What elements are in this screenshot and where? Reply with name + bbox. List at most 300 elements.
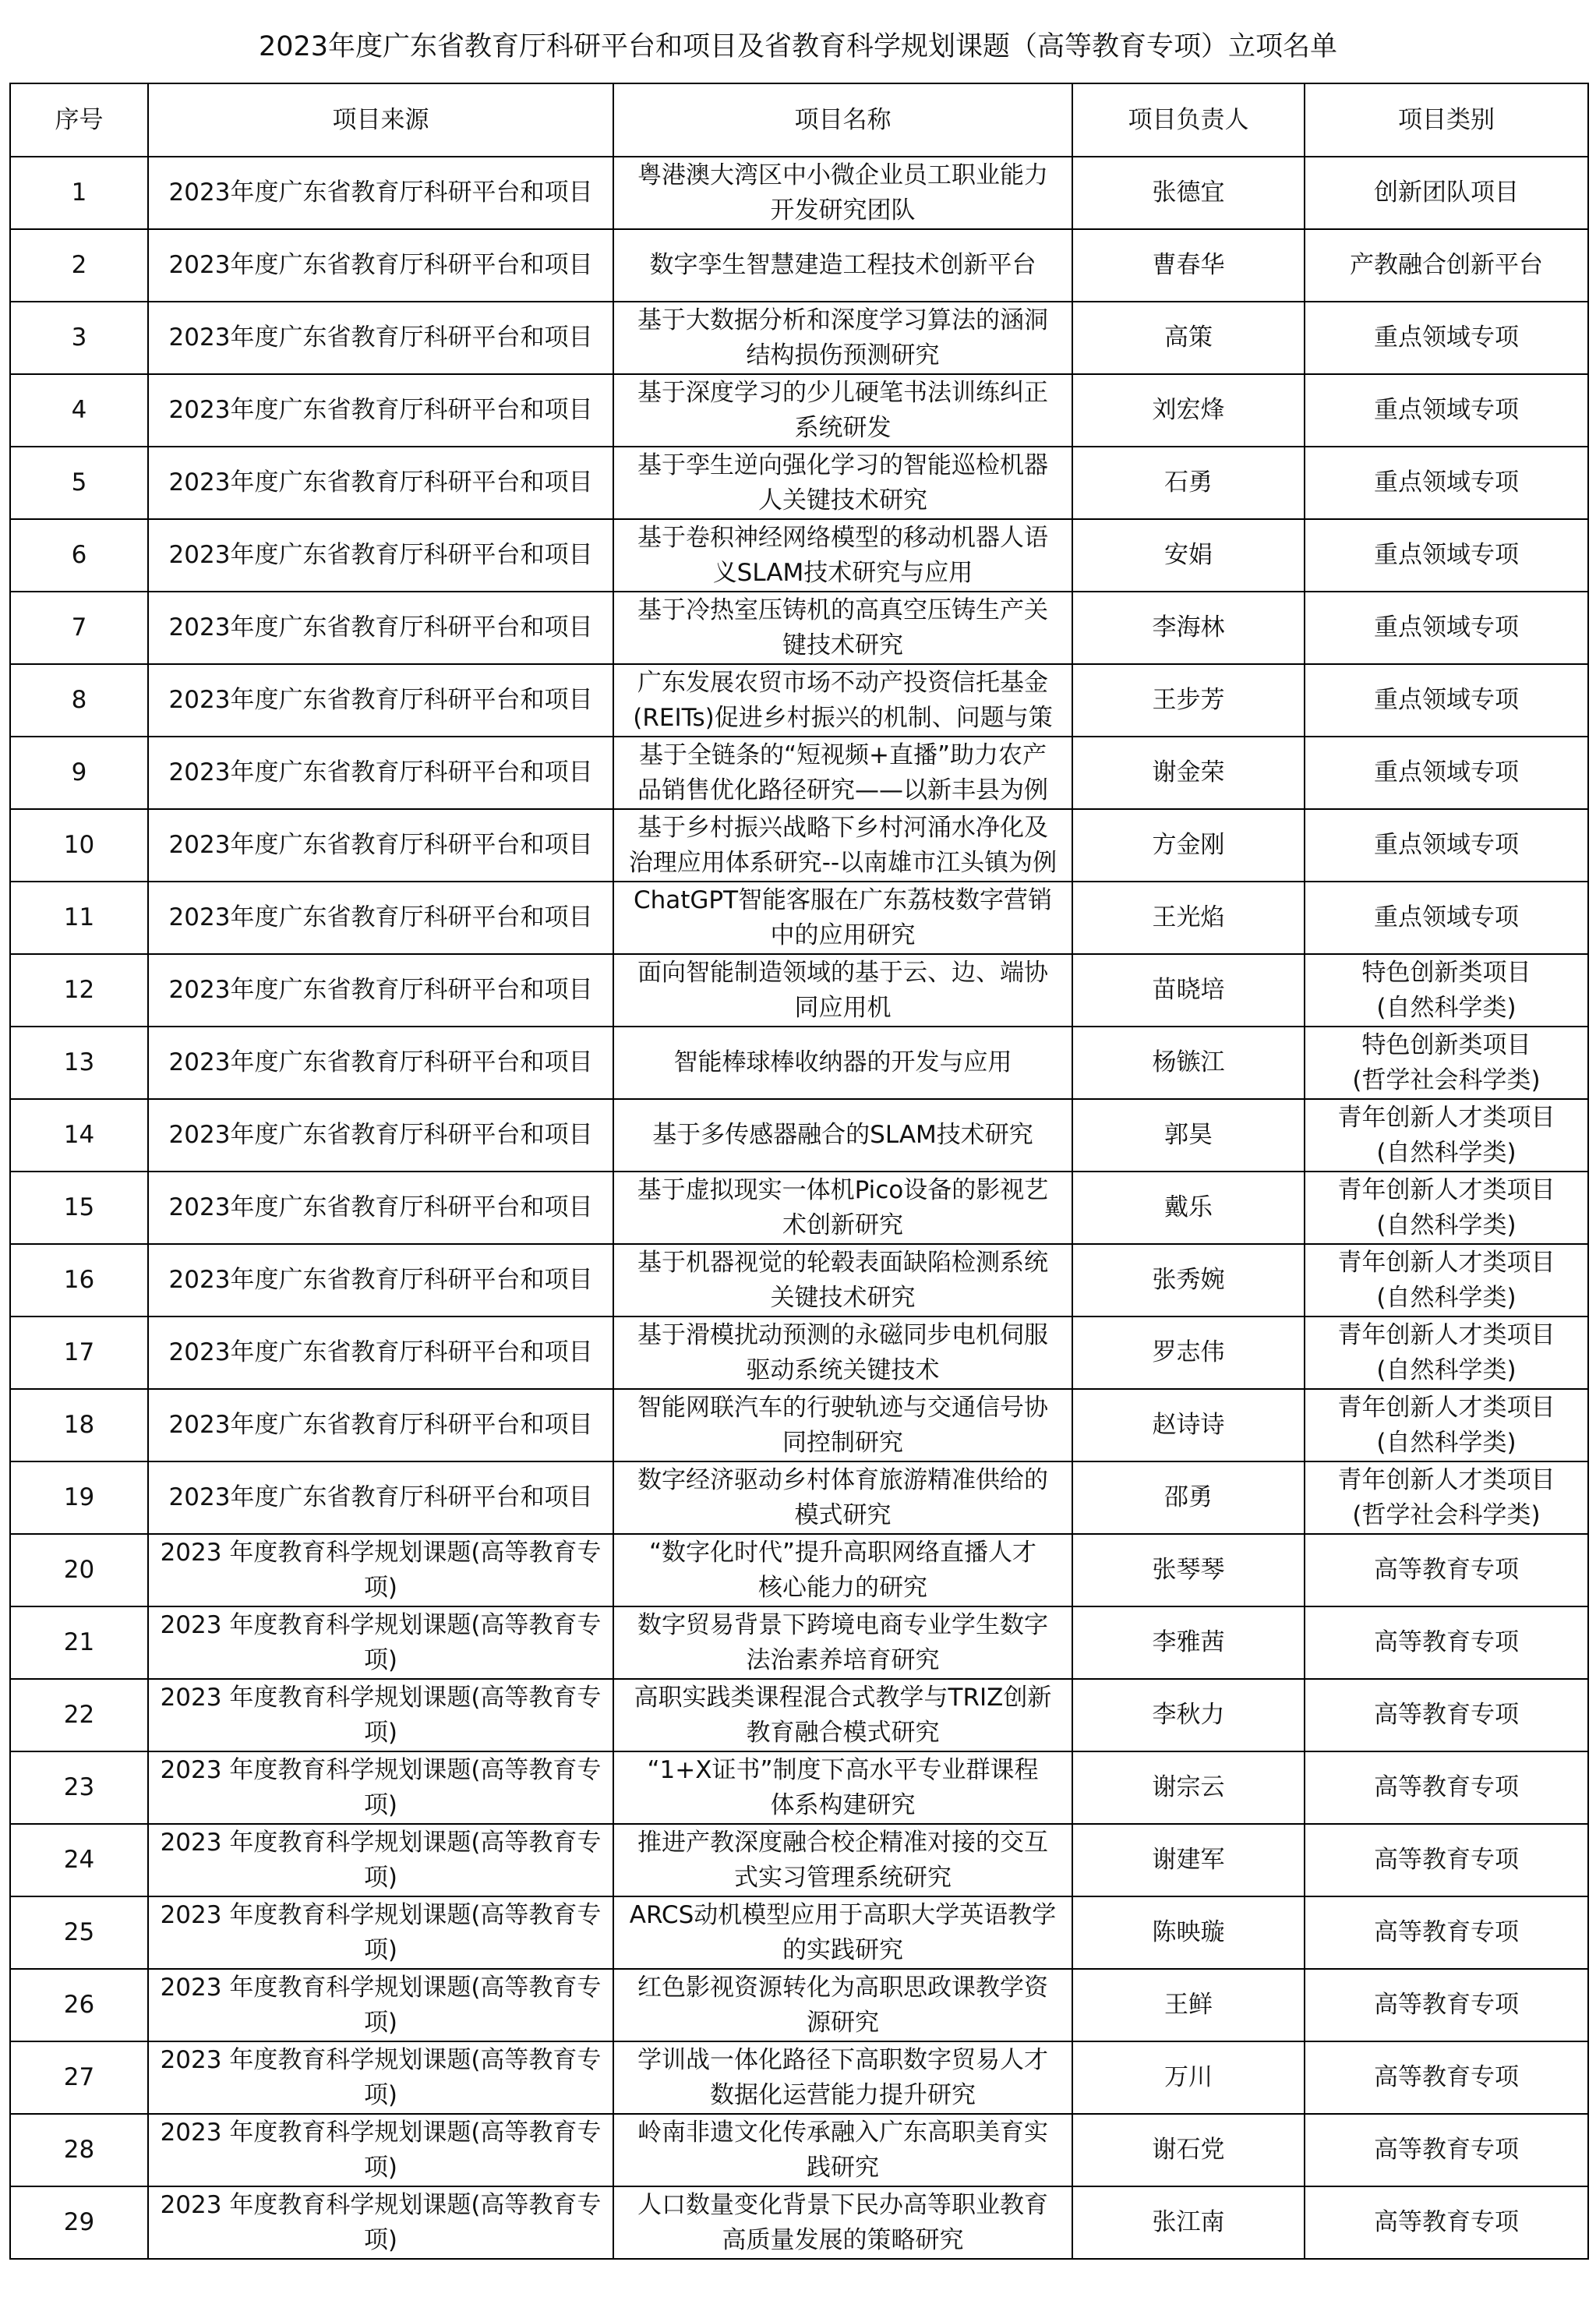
cell-source-line: 2023 年度教育科学规划课题(高等教育专 [160, 1755, 602, 1784]
cell-project-name [613, 229, 1072, 302]
cell-number: 6 [10, 519, 148, 592]
cell-leader: 赵诗诗 [1072, 1389, 1305, 1461]
cell-source [148, 1606, 613, 1679]
cell-leader: 张德宜 [1072, 157, 1305, 229]
cell-project-name-line: 驱动系统关键技术 [746, 1355, 940, 1384]
cell-number: 21 [10, 1606, 148, 1679]
table-row [10, 1824, 1588, 1896]
cell-project-name-line: 品销售优化路径研究——以新丰县为例 [637, 776, 1048, 804]
cell-category-line: 重点领域专项 [1374, 758, 1519, 786]
cell-category [1305, 1969, 1588, 2041]
cell-category [1305, 1896, 1588, 1969]
cell-leader: 谢建军 [1072, 1824, 1305, 1896]
cell-source-line: 2023 年度教育科学规划课题(高等教育专 [160, 2190, 602, 2219]
cell-source-line: 2023 年度教育科学规划课题(高等教育专 [160, 1973, 602, 2002]
cell-category [1305, 2041, 1588, 2114]
cell-number: 26 [10, 1969, 148, 2041]
cell-source-line: 2023年度广东省教育厅科研平台和项目 [168, 1121, 593, 1149]
cell-project-name [613, 1389, 1072, 1461]
cell-category-line: 青年创新人才类项目 [1337, 1248, 1555, 1277]
table-row [10, 1751, 1588, 1824]
table-row [10, 1606, 1588, 1679]
cell-category [1305, 1461, 1588, 1534]
cell-number: 25 [10, 1896, 148, 1969]
cell-project-name [613, 954, 1072, 1027]
cell-category [1305, 1099, 1588, 1172]
cell-number: 2 [10, 229, 148, 302]
cell-category-line: 重点领域专项 [1374, 323, 1519, 352]
header-leader: 项目负责人 [1072, 83, 1305, 157]
table-row [10, 1679, 1588, 1751]
cell-source [148, 447, 613, 519]
table-row [10, 737, 1588, 809]
cell-project-name [613, 1896, 1072, 1969]
cell-category [1305, 1389, 1588, 1461]
cell-source-line: 2023年度广东省教育厅科研平台和项目 [168, 1193, 593, 1221]
cell-leader: 陈映璇 [1072, 1896, 1305, 1969]
table-row [10, 157, 1588, 229]
cell-project-name [613, 1969, 1072, 2041]
cell-leader: 李雅茜 [1072, 1606, 1305, 1679]
cell-number: 19 [10, 1461, 148, 1534]
cell-source-line: 2023 年度教育科学规划课题(高等教育专 [160, 1828, 602, 1857]
cell-category-line: 重点领域专项 [1374, 686, 1519, 714]
cell-category-line: 高等教育专项 [1374, 1628, 1519, 1656]
cell-category [1305, 1824, 1588, 1896]
cell-source [148, 1461, 613, 1534]
table-row [10, 2114, 1588, 2186]
cell-number: 14 [10, 1099, 148, 1172]
cell-category [1305, 1751, 1588, 1824]
cell-source [148, 1534, 613, 1606]
cell-category-line: (自然科学类) [1376, 993, 1517, 1022]
cell-leader: 万川 [1072, 2041, 1305, 2114]
cell-project-name-line: ChatGPT智能客服在广东荔枝数字营销 [633, 885, 1053, 914]
cell-source-line: 2023年度广东省教育厅科研平台和项目 [168, 468, 593, 497]
cell-project-name [613, 1172, 1072, 1244]
cell-source-line: 项) [363, 2008, 398, 2037]
cell-category-line: 高等教育专项 [1374, 1701, 1519, 1729]
cell-source-line: 项) [363, 2153, 398, 2182]
cell-number: 3 [10, 302, 148, 374]
document-title: 2023年度广东省教育厅科研平台和项目及省教育科学规划课题（高等教育专项）立项名单 [258, 31, 1338, 62]
cell-project-name-line: 基于孪生逆向强化学习的智能巡检机器 [637, 451, 1048, 479]
cell-number: 9 [10, 737, 148, 809]
table-row [10, 809, 1588, 882]
cell-project-name [613, 1027, 1072, 1099]
cell-category-line: (自然科学类) [1376, 1210, 1517, 1239]
cell-category-line: 高等教育专项 [1374, 2136, 1519, 2164]
cell-project-name [613, 1679, 1072, 1751]
cell-project-name-line: 治理应用体系研究--以南雄市江头镇为例 [628, 848, 1058, 877]
cell-source [148, 1099, 613, 1172]
table-row [10, 2041, 1588, 2114]
cell-source [148, 1896, 613, 1969]
cell-project-name-line: 模式研究 [794, 1500, 892, 1529]
cell-project-name-line: 源研究 [807, 2008, 879, 2037]
cell-source [148, 374, 613, 447]
cell-source-line: 2023年度广东省教育厅科研平台和项目 [168, 1411, 593, 1439]
cell-source [148, 229, 613, 302]
cell-category-line: 产教融合创新平台 [1350, 251, 1543, 279]
cell-source [148, 737, 613, 809]
cell-source [148, 809, 613, 882]
cell-category-line: 高等教育专项 [1374, 1991, 1519, 2019]
cell-category [1305, 447, 1588, 519]
table-row [10, 519, 1588, 592]
cell-project-name-line: 数字贸易背景下跨境电商专业学生数字 [637, 1610, 1048, 1639]
cell-leader: 刘宏烽 [1072, 374, 1305, 447]
cell-source [148, 2114, 613, 2186]
cell-leader: 李秋力 [1072, 1679, 1305, 1751]
cell-number: 20 [10, 1534, 148, 1606]
cell-source-line: 项) [363, 2225, 398, 2254]
header-number: 序号 [10, 83, 148, 157]
cell-source [148, 592, 613, 664]
table-row [10, 882, 1588, 954]
cell-source [148, 664, 613, 737]
cell-source-line: 2023 年度教育科学规划课题(高等教育专 [160, 1683, 602, 1712]
cell-source [148, 2186, 613, 2259]
cell-project-name [613, 1824, 1072, 1896]
cell-category [1305, 2186, 1588, 2259]
cell-leader: 罗志伟 [1072, 1317, 1305, 1389]
cell-project-name-line: ARCS动机模型应用于高职大学英语教学 [629, 1900, 1057, 1929]
table-row [10, 1317, 1588, 1389]
cell-source [148, 1751, 613, 1824]
cell-project-name-line: 开发研究团队 [770, 196, 916, 224]
cell-source [148, 1027, 613, 1099]
cell-number: 10 [10, 809, 148, 882]
cell-source-line: 2023年度广东省教育厅科研平台和项目 [168, 396, 593, 424]
cell-category [1305, 519, 1588, 592]
cell-source [148, 1679, 613, 1751]
cell-project-name-line: 键技术研究 [782, 631, 903, 659]
cell-source-line: 2023年度广东省教育厅科研平台和项目 [168, 613, 593, 641]
cell-source-line: 2023年度广东省教育厅科研平台和项目 [168, 976, 593, 1004]
table-row [10, 1969, 1588, 2041]
cell-source-line: 2023年度广东省教育厅科研平台和项目 [168, 251, 593, 279]
cell-project-name-line: 基于多传感器融合的SLAM技术研究 [652, 1121, 1033, 1149]
cell-project-name-line: 体系构建研究 [770, 1790, 916, 1819]
cell-source-line: 项) [363, 1790, 398, 1819]
cell-project-name-line: 广东发展农贸市场不动产投资信托基金 [637, 668, 1048, 697]
table-row [10, 1534, 1588, 1606]
cell-project-name-line: 法治素养培育研究 [746, 1645, 940, 1674]
cell-source [148, 1389, 613, 1461]
cell-leader: 谢石党 [1072, 2114, 1305, 2186]
cell-project-name-line: 红色影视资源转化为高职思政课教学资 [637, 1973, 1048, 2002]
cell-project-name-line: 基于大数据分析和深度学习算法的涵洞 [637, 306, 1048, 334]
cell-category [1305, 157, 1588, 229]
cell-category-line: 青年创新人才类项目 [1337, 1465, 1555, 1494]
cell-category-line: 特色创新类项目 [1361, 958, 1531, 987]
cell-source-line: 项) [363, 1718, 398, 1747]
table-row [10, 954, 1588, 1027]
table-row [10, 2186, 1588, 2259]
cell-source [148, 954, 613, 1027]
cell-category [1305, 809, 1588, 882]
cell-project-name-line: (REITs)促进乡村振兴的机制、问题与策 [633, 703, 1053, 732]
cell-category-line: (自然科学类) [1376, 1283, 1517, 1312]
cell-project-name [613, 1461, 1072, 1534]
cell-project-name-line: 系统研发 [794, 413, 892, 442]
cell-source-line: 2023年度广东省教育厅科研平台和项目 [168, 323, 593, 352]
cell-category [1305, 1534, 1588, 1606]
cell-project-name [613, 882, 1072, 954]
cell-category-line: 创新团队项目 [1374, 178, 1519, 207]
cell-number: 15 [10, 1172, 148, 1244]
cell-leader: 王鲜 [1072, 1969, 1305, 2041]
table-row [10, 664, 1588, 737]
cell-category-line: 特色创新类项目 [1361, 1030, 1531, 1059]
cell-category-line: 高等教育专项 [1374, 2063, 1519, 2091]
cell-leader: 高策 [1072, 302, 1305, 374]
cell-project-name-line: 教育融合模式研究 [746, 1718, 940, 1747]
cell-project-name [613, 302, 1072, 374]
cell-source-line: 2023年度广东省教育厅科研平台和项目 [168, 178, 593, 207]
cell-category [1305, 954, 1588, 1027]
table-row [10, 302, 1588, 374]
cell-category-line: (自然科学类) [1376, 1355, 1517, 1384]
cell-project-name-line: 基于冷热室压铸机的高真空压铸生产关 [637, 596, 1048, 624]
cell-source [148, 157, 613, 229]
cell-leader: 苗晓培 [1072, 954, 1305, 1027]
cell-source [148, 519, 613, 592]
cell-source-line: 2023年度广东省教育厅科研平台和项目 [168, 1048, 593, 1076]
cell-project-name-line: “数字化时代”提升高职网络直播人才 [648, 1538, 1037, 1567]
cell-source [148, 1317, 613, 1389]
cell-leader: 石勇 [1072, 447, 1305, 519]
cell-category [1305, 592, 1588, 664]
cell-project-name [613, 447, 1072, 519]
cell-project-name [613, 1317, 1072, 1389]
cell-project-name-line: 粤港澳大湾区中小微企业员工职业能力 [637, 161, 1048, 189]
cell-number: 7 [10, 592, 148, 664]
cell-leader: 谢金荣 [1072, 737, 1305, 809]
cell-source-line: 2023年度广东省教育厅科研平台和项目 [168, 1483, 593, 1511]
cell-project-name-line: 数字孪生智慧建造工程技术创新平台 [649, 251, 1036, 279]
cell-project-name [613, 1751, 1072, 1824]
cell-number: 18 [10, 1389, 148, 1461]
cell-project-name-line: 中的应用研究 [770, 921, 916, 949]
cell-category-line: 重点领域专项 [1374, 613, 1519, 641]
cell-category-line: (自然科学类) [1376, 1138, 1517, 1167]
cell-project-name-line: 的实践研究 [782, 1935, 903, 1964]
cell-leader: 李海林 [1072, 592, 1305, 664]
cell-source-line: 2023年度广东省教育厅科研平台和项目 [168, 831, 593, 859]
cell-number: 24 [10, 1824, 148, 1896]
cell-project-name-line: 人口数量变化背景下民办高等职业教育 [637, 2190, 1048, 2219]
cell-source-line: 2023 年度教育科学规划课题(高等教育专 [160, 2045, 602, 2074]
cell-leader: 张江南 [1072, 2186, 1305, 2259]
cell-source [148, 1824, 613, 1896]
cell-category-line: 高等教育专项 [1374, 1846, 1519, 1874]
cell-project-name-line: 高质量发展的策略研究 [722, 2225, 964, 2254]
cell-category-line: 高等教育专项 [1374, 2208, 1519, 2236]
cell-project-name-line: 结构损伤预测研究 [746, 341, 940, 369]
cell-category [1305, 1027, 1588, 1099]
cell-source-line: 2023 年度教育科学规划课题(高等教育专 [160, 1610, 602, 1639]
cell-project-name-line: 同应用机 [794, 993, 892, 1022]
cell-source-line: 2023年度广东省教育厅科研平台和项目 [168, 903, 593, 931]
cell-category-line: 重点领域专项 [1374, 468, 1519, 497]
cell-category [1305, 737, 1588, 809]
cell-source [148, 302, 613, 374]
table-row [10, 1896, 1588, 1969]
cell-number: 4 [10, 374, 148, 447]
cell-number: 27 [10, 2041, 148, 2114]
cell-leader: 谢宗云 [1072, 1751, 1305, 1824]
cell-source-line: 项) [363, 1645, 398, 1674]
cell-number: 28 [10, 2114, 148, 2186]
cell-project-name [613, 157, 1072, 229]
cell-leader: 戴乐 [1072, 1172, 1305, 1244]
cell-project-name-line: “1+X证书”制度下高水平专业群课程 [647, 1755, 1039, 1784]
cell-source-line: 2023 年度教育科学规划课题(高等教育专 [160, 1900, 602, 1929]
cell-leader: 王光焰 [1072, 882, 1305, 954]
cell-project-name [613, 1606, 1072, 1679]
cell-leader: 张秀婉 [1072, 1244, 1305, 1317]
cell-project-name-line: 术创新研究 [782, 1210, 903, 1239]
project-list-table [9, 83, 1589, 2260]
cell-category-line: 青年创新人才类项目 [1337, 1175, 1555, 1204]
cell-category [1305, 2114, 1588, 2186]
cell-project-name-line: 高职实践类课程混合式教学与TRIZ创新 [634, 1683, 1052, 1712]
cell-leader: 安娟 [1072, 519, 1305, 592]
cell-category [1305, 1317, 1588, 1389]
cell-category-line: (哲学社会科学类) [1352, 1500, 1541, 1529]
cell-project-name-line: 面向智能制造领域的基于云、边、端协 [637, 958, 1048, 987]
header-category: 项目类别 [1305, 83, 1588, 157]
cell-source-line: 项) [363, 1935, 398, 1964]
cell-project-name-line: 基于卷积神经网络模型的移动机器人语 [637, 523, 1048, 552]
cell-leader: 曹春华 [1072, 229, 1305, 302]
cell-source-line: 2023年度广东省教育厅科研平台和项目 [168, 541, 593, 569]
cell-source-line: 2023年度广东省教育厅科研平台和项目 [168, 1338, 593, 1366]
cell-category [1305, 664, 1588, 737]
table-row [10, 1244, 1588, 1317]
cell-project-name [613, 2041, 1072, 2114]
cell-source [148, 1969, 613, 2041]
cell-category [1305, 1679, 1588, 1751]
cell-source-line: 项) [363, 1573, 398, 1602]
table-row [10, 592, 1588, 664]
cell-project-name [613, 374, 1072, 447]
cell-category [1305, 882, 1588, 954]
cell-project-name [613, 809, 1072, 882]
cell-source-line: 2023年度广东省教育厅科研平台和项目 [168, 686, 593, 714]
cell-category-line: 青年创新人才类项目 [1337, 1320, 1555, 1349]
cell-category [1305, 374, 1588, 447]
cell-category [1305, 1172, 1588, 1244]
cell-project-name [613, 1244, 1072, 1317]
cell-category [1305, 1606, 1588, 1679]
cell-project-name-line: 智能网联汽车的行驶轨迹与交通信号协 [637, 1393, 1048, 1422]
cell-project-name-line: 式实习管理系统研究 [734, 1863, 952, 1892]
cell-leader: 张琴琴 [1072, 1534, 1305, 1606]
cell-project-name-line: 推进产教深度融合校企精准对接的交互 [637, 1828, 1048, 1857]
cell-leader: 杨镞江 [1072, 1027, 1305, 1099]
header-project-name: 项目名称 [613, 83, 1072, 157]
cell-project-name [613, 737, 1072, 809]
table-row [10, 374, 1588, 447]
cell-leader: 邵勇 [1072, 1461, 1305, 1534]
cell-leader: 郭昊 [1072, 1099, 1305, 1172]
cell-number: 23 [10, 1751, 148, 1824]
table-row [10, 1389, 1588, 1461]
cell-project-name-line: 数字经济驱动乡村体育旅游精准供给的 [637, 1465, 1048, 1494]
cell-source [148, 1172, 613, 1244]
cell-project-name-line: 学训战一体化路径下高职数字贸易人才 [637, 2045, 1048, 2074]
cell-category-line: 重点领域专项 [1374, 541, 1519, 569]
cell-project-name [613, 2114, 1072, 2186]
cell-category-line: 高等教育专项 [1374, 1918, 1519, 1946]
cell-project-name-line: 关键技术研究 [770, 1283, 916, 1312]
cell-project-name-line: 义SLAM技术研究与应用 [712, 558, 973, 587]
cell-project-name-line: 岭南非遗文化传承融入广东高职美育实 [637, 2118, 1048, 2147]
cell-category-line: 重点领域专项 [1374, 903, 1519, 931]
table-row [10, 1461, 1588, 1534]
cell-number: 13 [10, 1027, 148, 1099]
cell-number: 22 [10, 1679, 148, 1751]
cell-number: 1 [10, 157, 148, 229]
cell-number: 11 [10, 882, 148, 954]
cell-project-name-line: 基于深度学习的少儿硬笔书法训练纠正 [637, 378, 1048, 407]
cell-category-line: 青年创新人才类项目 [1337, 1103, 1555, 1132]
cell-number: 17 [10, 1317, 148, 1389]
cell-project-name-line: 践研究 [807, 2153, 879, 2182]
cell-project-name-line: 基于机器视觉的轮毂表面缺陷检测系统 [637, 1248, 1048, 1277]
cell-project-name [613, 2186, 1072, 2259]
cell-number: 12 [10, 954, 148, 1027]
cell-project-name [613, 1099, 1072, 1172]
cell-project-name-line: 人关键技术研究 [758, 486, 927, 514]
cell-project-name-line: 核心能力的研究 [758, 1573, 927, 1602]
cell-source [148, 2041, 613, 2114]
cell-category-line: (自然科学类) [1376, 1428, 1517, 1457]
cell-category-line: 青年创新人才类项目 [1337, 1393, 1555, 1422]
cell-project-name-line: 智能棒球棒收纳器的开发与应用 [673, 1048, 1012, 1076]
header-source: 项目来源 [148, 83, 613, 157]
cell-category-line: 重点领域专项 [1374, 396, 1519, 424]
cell-project-name [613, 592, 1072, 664]
table-row [10, 1172, 1588, 1244]
cell-number: 5 [10, 447, 148, 519]
cell-number: 29 [10, 2186, 148, 2259]
table-row [10, 1099, 1588, 1172]
table-row [10, 229, 1588, 302]
cell-project-name [613, 1534, 1072, 1606]
cell-category-line: 高等教育专项 [1374, 1773, 1519, 1801]
cell-category-line: 重点领域专项 [1374, 831, 1519, 859]
cell-category [1305, 1244, 1588, 1317]
cell-source-line: 项) [363, 2080, 398, 2109]
cell-number: 16 [10, 1244, 148, 1317]
cell-category [1305, 229, 1588, 302]
cell-project-name-line: 基于滑模扰动预测的永磁同步电机伺服 [637, 1320, 1048, 1349]
cell-project-name [613, 519, 1072, 592]
cell-source-line: 2023 年度教育科学规划课题(高等教育专 [160, 1538, 602, 1567]
cell-project-name-line: 基于乡村振兴战略下乡村河涌水净化及 [637, 813, 1048, 842]
cell-source [148, 882, 613, 954]
cell-category-line: (哲学社会科学类) [1352, 1066, 1541, 1094]
table-header-row [10, 83, 1588, 157]
cell-project-name-line: 同控制研究 [782, 1428, 903, 1457]
table-body [10, 157, 1588, 2259]
table-row [10, 447, 1588, 519]
cell-source-line: 项) [363, 1863, 398, 1892]
